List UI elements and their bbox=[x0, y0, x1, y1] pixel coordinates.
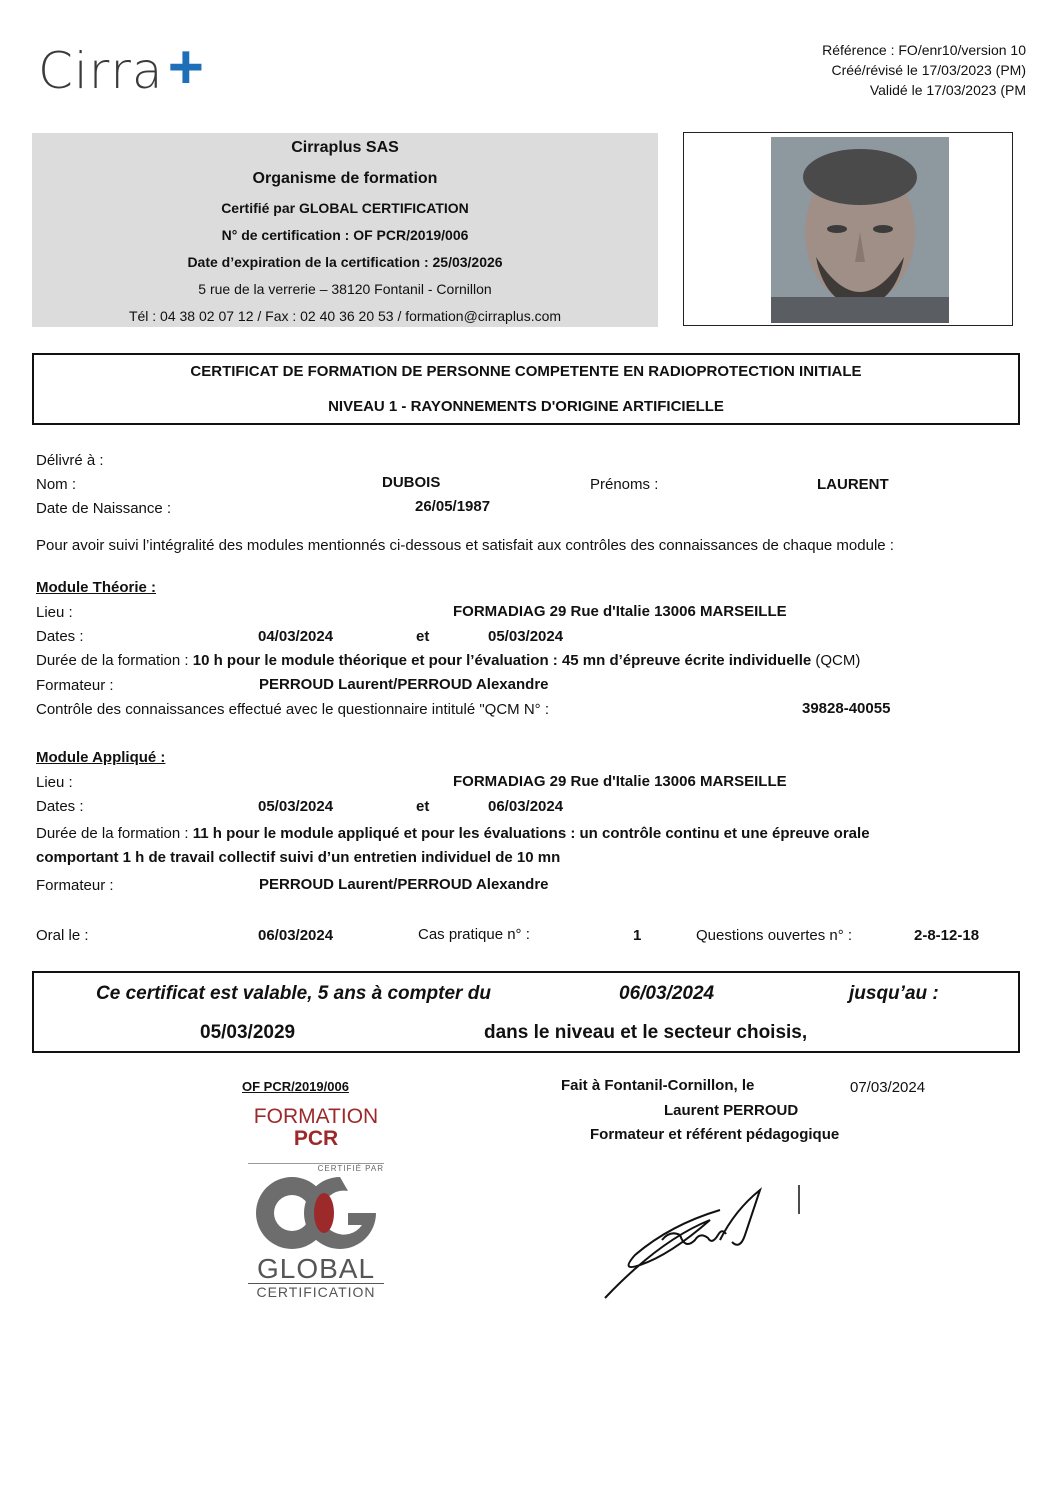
organisme-expiry: Date d’expiration de la certification : 25/03/2026 bbox=[187, 254, 503, 270]
certificate-title: CERTIFICAT DE FORMATION DE PERSONNE COMPETENTE EN RADIOPROTECTION INITIALE bbox=[190, 363, 862, 380]
applied-date-end: 06/03/2024 bbox=[488, 798, 564, 815]
dob-value: 26/05/1987 bbox=[415, 498, 491, 515]
theory-controle-label: Contrôle des connaissances effectué avec le questionnaire intitulé "QCM N° : bbox=[36, 701, 549, 718]
applied-duree-line2: comportant 1 h de travail collectif suivi d’un entretien individuel de 10 mn bbox=[36, 849, 561, 866]
validity-box bbox=[32, 971, 1020, 1053]
revision-line: Créé/révisé le 17/03/2023 (PM) bbox=[831, 62, 1026, 78]
nom-label: Nom : bbox=[36, 476, 77, 493]
organisme-contact: Tél : 04 38 02 07 12 / Fax : 02 40 36 20 53 / formation@cirraplus.com bbox=[128, 308, 562, 324]
formation-pcr-line1: FORMATION bbox=[253, 1105, 379, 1128]
delivered-label: Délivré à : bbox=[36, 452, 104, 469]
certification-text: CERTIFICATION bbox=[248, 1283, 384, 1300]
global-text: GLOBAL bbox=[256, 1253, 376, 1284]
holder-photo bbox=[771, 137, 949, 323]
prenoms-value: LAURENT bbox=[817, 476, 889, 493]
theory-formateur: PERROUD Laurent/PERROUD Alexandre bbox=[259, 676, 549, 693]
cas-pratique-label: Cas pratique n° : bbox=[418, 926, 530, 943]
fait-a-label: Fait à Fontanil-Cornillon, le bbox=[561, 1077, 755, 1094]
applied-lieu: FORMADIAG 29 Rue d'Italie 13006 MARSEILLE bbox=[453, 773, 787, 790]
applied-formateur: PERROUD Laurent/PERROUD Alexandre bbox=[259, 876, 549, 893]
applied-duree-line1: 11 h pour le module appliqué et pour les évaluations : un contrôle continu et une épreuve orale bbox=[192, 825, 870, 842]
theory-duree-suffix: (QCM) bbox=[815, 652, 861, 669]
validity-scope: dans le niveau et le secteur choisis, bbox=[484, 1022, 808, 1043]
validity-end-date: 05/03/2029 bbox=[200, 1022, 296, 1043]
theory-date-start: 04/03/2024 bbox=[258, 628, 334, 645]
organisme-cert-number: N° de certification : OF PCR/2019/006 bbox=[221, 227, 469, 243]
organisme-certified-by: Certifié par GLOBAL CERTIFICATION bbox=[221, 200, 469, 216]
company-logo bbox=[38, 32, 204, 103]
theory-lieu: FORMADIAG 29 Rue d'Italie 13006 MARSEILLE bbox=[453, 603, 787, 620]
logo-plus-icon: + bbox=[167, 33, 204, 102]
fait-date: 07/03/2024 bbox=[850, 1079, 926, 1096]
theory-heading: Module Théorie : bbox=[36, 579, 156, 596]
nom-value: DUBOIS bbox=[382, 474, 441, 491]
organisme-name: Cirraplus SAS bbox=[291, 139, 399, 156]
applied-heading: Module Appliqué : bbox=[36, 749, 166, 766]
applied-date-start: 05/03/2024 bbox=[258, 798, 334, 815]
theory-duration bbox=[36, 652, 860, 669]
prenoms-label: Prénoms : bbox=[590, 476, 659, 493]
theory-et: et bbox=[416, 628, 430, 645]
theory-formateur-label: Formateur : bbox=[36, 677, 114, 694]
signatory-role: Formateur et référent pédagogique bbox=[590, 1126, 840, 1143]
applied-formateur-label: Formateur : bbox=[36, 877, 114, 894]
theory-dates-label: Dates : bbox=[36, 628, 84, 645]
certificate-level: NIVEAU 1 - RAYONNEMENTS D'ORIGINE ARTIFICIELLE bbox=[328, 398, 724, 415]
validation-line: Validé le 17/03/2023 (PM bbox=[869, 82, 1026, 98]
certifie-par-text: CERTIFIÉ PAR bbox=[317, 1164, 384, 1173]
applied-et: et bbox=[416, 798, 430, 815]
validity-until-label: jusqu’au : bbox=[849, 983, 939, 1004]
logo-wordmark: Cirra bbox=[38, 42, 164, 100]
formation-pcr-logo bbox=[248, 1106, 384, 1150]
theory-date-end: 05/03/2024 bbox=[488, 628, 564, 645]
questions-label: Questions ouvertes n° : bbox=[696, 927, 853, 944]
oral-date: 06/03/2024 bbox=[258, 927, 334, 944]
signatory-name: Laurent PERROUD bbox=[664, 1102, 799, 1119]
theory-lieu-label: Lieu : bbox=[36, 604, 73, 621]
organisme-box bbox=[32, 133, 658, 327]
document-reference bbox=[822, 40, 1026, 100]
applied-duration bbox=[36, 825, 870, 842]
theory-duree-value: 10 h pour le module théorique et pour l’évaluation : 45 mn d’épreuve écrite individuelle bbox=[192, 652, 812, 669]
questions-numbers: 2-8-12-18 bbox=[914, 927, 980, 944]
applied-duree-label: Durée de la formation : bbox=[36, 825, 189, 842]
theory-qcm-number: 39828-40055 bbox=[802, 700, 891, 717]
dob-label: Date de Naissance : bbox=[36, 500, 172, 517]
formation-pcr-line2: PCR bbox=[293, 1127, 339, 1150]
organisme-address: 5 rue de la verrerie – 38120 Fontanil - Cornillon bbox=[198, 281, 492, 297]
theory-duree-label: Durée de la formation : bbox=[36, 652, 189, 669]
validity-start-date: 06/03/2024 bbox=[619, 983, 715, 1004]
validity-text: Ce certificat est valable, 5 ans à compter du bbox=[96, 983, 491, 1004]
of-reference: OF PCR/2019/006 bbox=[242, 1079, 349, 1094]
certificate-title-box bbox=[32, 353, 1020, 425]
oral-label: Oral le : bbox=[36, 927, 89, 944]
applied-dates-label: Dates : bbox=[36, 798, 84, 815]
organisme-type: Organisme de formation bbox=[252, 170, 438, 187]
photo-frame bbox=[683, 132, 1013, 326]
global-cert-symbol-icon bbox=[248, 1173, 384, 1251]
reference-line: Référence : FO/enr10/version 10 bbox=[822, 42, 1026, 58]
signature-image bbox=[600, 1180, 810, 1309]
cas-pratique-number: 1 bbox=[633, 927, 642, 944]
applied-lieu-label: Lieu : bbox=[36, 774, 73, 791]
global-certification-logo bbox=[248, 1163, 384, 1300]
intro-text: Pour avoir suivi l’intégralité des modules mentionnés ci-dessous et satisfait aux contrôles des connaissances de chaque module : bbox=[36, 537, 894, 554]
